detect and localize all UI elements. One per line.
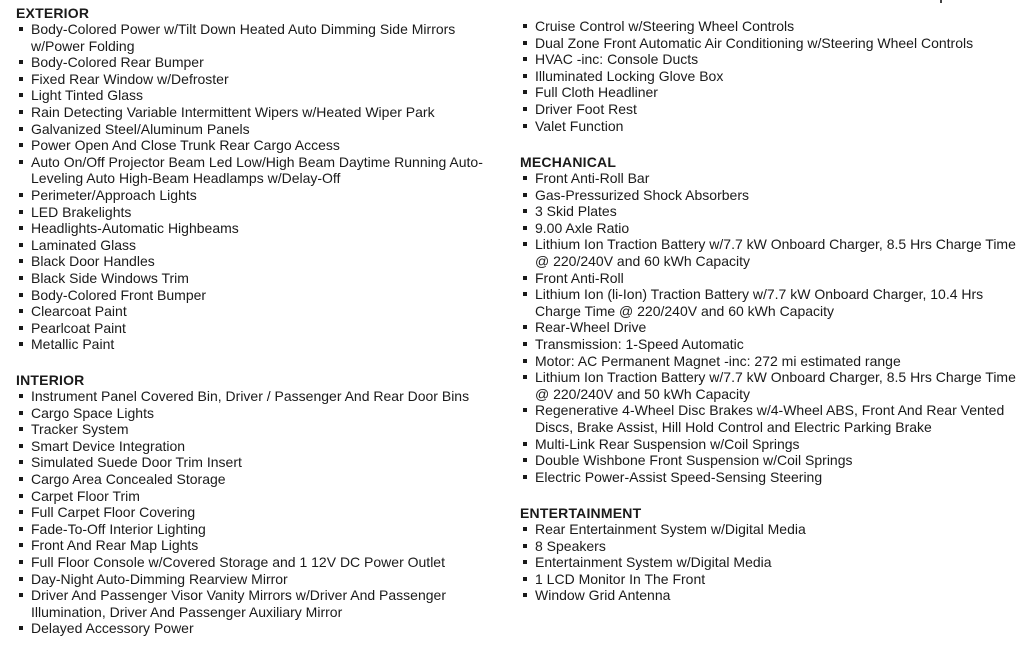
list-item: Instrument Panel Covered Bin, Driver / Passenger And Rear Door Bins bbox=[16, 388, 506, 405]
list-item: Full Floor Console w/Covered Storage and 1 12V DC Power Outlet bbox=[16, 554, 506, 571]
list-item: Body-Colored Front Bumper bbox=[16, 287, 506, 304]
list-item: Galvanized Steel/Aluminum Panels bbox=[16, 121, 506, 138]
list-item: Rain Detecting Variable Intermittent Wipers w/Heated Wiper Park bbox=[16, 104, 506, 121]
list-item: Tracker System bbox=[16, 421, 506, 438]
list-item: Black Side Windows Trim bbox=[16, 270, 506, 287]
list-item: 1 LCD Monitor In The Front bbox=[520, 571, 1020, 588]
list-item: Full Cloth Headliner bbox=[520, 84, 1020, 101]
interior-section bbox=[16, 372, 506, 637]
list-item: Cargo Area Concealed Storage bbox=[16, 471, 506, 488]
entertainment-heading: ENTERTAINMENT bbox=[520, 505, 642, 521]
list-item: Smart Device Integration bbox=[16, 438, 506, 455]
list-item: Day-Night Auto-Dimming Rearview Mirror bbox=[16, 571, 506, 588]
list-item: Fixed Rear Window w/Defroster bbox=[16, 71, 506, 88]
interior-list bbox=[16, 388, 506, 637]
list-item: Front Anti-Roll Bar bbox=[520, 170, 1020, 187]
exterior-section bbox=[16, 5, 506, 353]
list-item: Lithium Ion Traction Battery w/7.7 kW Onboard Charger, 8.5 Hrs Charge Time @ 220/240V and 60 kWh Capacity bbox=[520, 236, 1020, 269]
list-item: Front And Rear Map Lights bbox=[16, 537, 506, 554]
list-item: Multi-Link Rear Suspension w/Coil Springs bbox=[520, 436, 1020, 453]
list-item: Entertainment System w/Digital Media bbox=[520, 554, 1020, 571]
list-item: Window Grid Antenna bbox=[520, 587, 1020, 604]
list-item: Rear Entertainment System w/Digital Media bbox=[520, 521, 1020, 538]
entertainment-section bbox=[520, 505, 1020, 604]
list-item: Simulated Suede Door Trim Insert bbox=[16, 454, 506, 471]
list-item: Cargo Space Lights bbox=[16, 405, 506, 422]
list-item: Double Wishbone Front Suspension w/Coil Springs bbox=[520, 452, 1020, 469]
mechanical-section bbox=[520, 154, 1020, 485]
interior-continued-section bbox=[520, 18, 1020, 134]
list-item: Body-Colored Rear Bumper bbox=[16, 54, 506, 71]
list-item: Gas-Pressurized Shock Absorbers bbox=[520, 187, 1020, 204]
list-item: Dual Zone Front Automatic Air Conditioning w/Steering Wheel Controls bbox=[520, 35, 1020, 52]
mechanical-heading: MECHANICAL bbox=[520, 154, 617, 170]
list-item: Electric Power-Assist Speed-Sensing Steering bbox=[520, 469, 1020, 486]
list-item: Delayed Accessory Power bbox=[16, 620, 506, 637]
list-item: 9.00 Axle Ratio bbox=[520, 220, 1020, 237]
list-item: Laminated Glass bbox=[16, 237, 506, 254]
list-item: 3 Skid Plates bbox=[520, 203, 1020, 220]
list-item: Transmission: 1-Speed Automatic bbox=[520, 336, 1020, 353]
list-item: Light Tinted Glass bbox=[16, 87, 506, 104]
list-item: Power Open And Close Trunk Rear Cargo Access bbox=[16, 137, 506, 154]
list-item: Valet Function bbox=[520, 118, 1020, 135]
exterior-list bbox=[16, 21, 506, 353]
interior-continued-list bbox=[520, 18, 1020, 134]
list-item: Driver Foot Rest bbox=[520, 101, 1020, 118]
list-item: Fade-To-Off Interior Lighting bbox=[16, 521, 506, 538]
list-item: Black Door Handles bbox=[16, 253, 506, 270]
list-item: Pearlcoat Paint bbox=[16, 320, 506, 337]
list-item: Regenerative 4-Wheel Disc Brakes w/4-Wheel ABS, Front And Rear Vented Discs, Brake Assist, Hill Hold Control and Electric Parking Brake bbox=[520, 402, 1020, 435]
list-item: Driver And Passenger Visor Vanity Mirrors w/Driver And Passenger Illumination, Driver And Passenger Auxiliary Mirror bbox=[16, 587, 506, 620]
list-item: LED Brakelights bbox=[16, 204, 506, 221]
list-item: Full Carpet Floor Covering bbox=[16, 504, 506, 521]
list-item: Illuminated Locking Glove Box bbox=[520, 68, 1020, 85]
mechanical-list bbox=[520, 170, 1020, 485]
list-item: Perimeter/Approach Lights bbox=[16, 187, 506, 204]
list-item: Cruise Control w/Steering Wheel Controls bbox=[520, 18, 1020, 35]
list-item: Clearcoat Paint bbox=[16, 303, 506, 320]
list-item: Lithium Ion Traction Battery w/7.7 kW Onboard Charger, 8.5 Hrs Charge Time @ 220/240V and 50 kWh Capacity bbox=[520, 369, 1020, 402]
entertainment-list bbox=[520, 521, 1020, 604]
list-item: Auto On/Off Projector Beam Led Low/High Beam Daytime Running Auto-Leveling Auto High-Beam Headlamps w/Delay-Off bbox=[16, 154, 506, 187]
list-item: Front Anti-Roll bbox=[520, 270, 1020, 287]
list-item: Carpet Floor Trim bbox=[16, 488, 506, 505]
list-item: Metallic Paint bbox=[16, 336, 506, 353]
list-item: 8 Speakers bbox=[520, 538, 1020, 555]
page-edge-mark bbox=[940, 0, 942, 3]
list-item: Body-Colored Power w/Tilt Down Heated Auto Dimming Side Mirrors w/Power Folding bbox=[16, 21, 506, 54]
list-item: Headlights-Automatic Highbeams bbox=[16, 220, 506, 237]
interior-heading: INTERIOR bbox=[16, 372, 85, 388]
list-item: Rear-Wheel Drive bbox=[520, 319, 1020, 336]
list-item: Motor: AC Permanent Magnet -inc: 272 mi estimated range bbox=[520, 353, 1020, 370]
list-item: HVAC -inc: Console Ducts bbox=[520, 51, 1020, 68]
list-item: Lithium Ion (li-Ion) Traction Battery w/7.7 kW Onboard Charger, 10.4 Hrs Charge Time @ 220/240V and 60 kWh Capacity bbox=[520, 286, 1020, 319]
exterior-heading: EXTERIOR bbox=[16, 5, 90, 21]
